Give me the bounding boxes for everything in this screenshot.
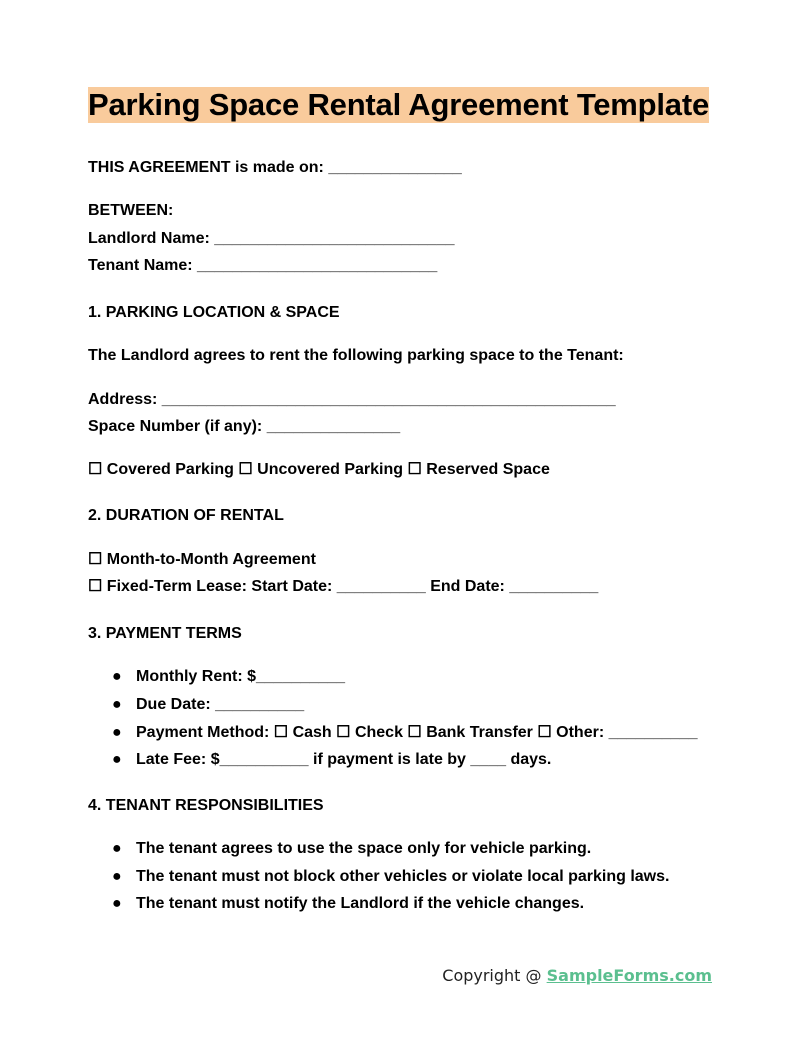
section-1-text: The Landlord agrees to rent the following parking space to the Tenant: xyxy=(88,347,624,364)
list-item xyxy=(112,667,345,687)
page-title: Parking Space Rental Agreement Template xyxy=(88,87,710,122)
list-item-text: Late Fee: $__________ if payment is late by ____ days. xyxy=(136,751,552,768)
copyright-text: Copyright @ xyxy=(442,966,547,985)
bullet-icon: ● xyxy=(112,751,122,768)
address-line: Address: ___________________________________________________ xyxy=(88,391,616,408)
bullet-icon: ● xyxy=(112,724,122,741)
list-item-text: The tenant agrees to use the space only for vehicle parking. xyxy=(136,840,592,857)
list-item xyxy=(112,894,584,914)
copyright-footer xyxy=(442,965,712,987)
list-item-text: The tenant must not block other vehicles or violate local parking laws. xyxy=(136,868,670,885)
list-item xyxy=(112,695,304,715)
bullet-icon: ● xyxy=(112,696,122,713)
section-3-heading: 3. PAYMENT TERMS xyxy=(88,625,242,642)
fixed-term-option: ☐ Fixed-Term Lease: Start Date: __________ End Date: __________ xyxy=(88,578,599,595)
month-to-month-option: ☐ Month-to-Month Agreement xyxy=(88,551,316,568)
sampleforms-link[interactable]: SampleForms.com xyxy=(546,966,712,985)
list-item-text: Due Date: __________ xyxy=(136,696,305,713)
list-item xyxy=(112,867,669,887)
section-1-heading: 1. PARKING LOCATION & SPACE xyxy=(88,304,340,321)
bullet-icon: ● xyxy=(112,868,122,885)
bullet-icon: ● xyxy=(112,895,122,912)
bullet-icon: ● xyxy=(112,840,122,857)
tenant-name-line: Tenant Name: ___________________________ xyxy=(88,257,438,274)
landlord-name-line: Landlord Name: ___________________________ xyxy=(88,230,455,247)
list-item-text: The tenant must notify the Landlord if the vehicle changes. xyxy=(136,895,585,912)
list-item-text: Monthly Rent: $__________ xyxy=(136,668,345,685)
parking-type-options: ☐ Covered Parking ☐ Uncovered Parking ☐ Reserved Space xyxy=(88,461,550,478)
section-2-heading: 2. DURATION OF RENTAL xyxy=(88,507,284,524)
list-item xyxy=(112,839,591,859)
space-number-line: Space Number (if any): _______________ xyxy=(88,418,401,435)
list-item xyxy=(112,750,551,770)
agreement-date-line: THIS AGREEMENT is made on: _______________ xyxy=(88,159,462,176)
between-label: BETWEEN: xyxy=(88,202,174,219)
list-item-text: Payment Method: ☐ Cash ☐ Check ☐ Bank Transfer ☐ Other: __________ xyxy=(136,724,698,741)
section-4-heading: 4. TENANT RESPONSIBILITIES xyxy=(88,797,324,814)
bullet-icon: ● xyxy=(112,668,122,685)
list-item xyxy=(112,723,698,743)
